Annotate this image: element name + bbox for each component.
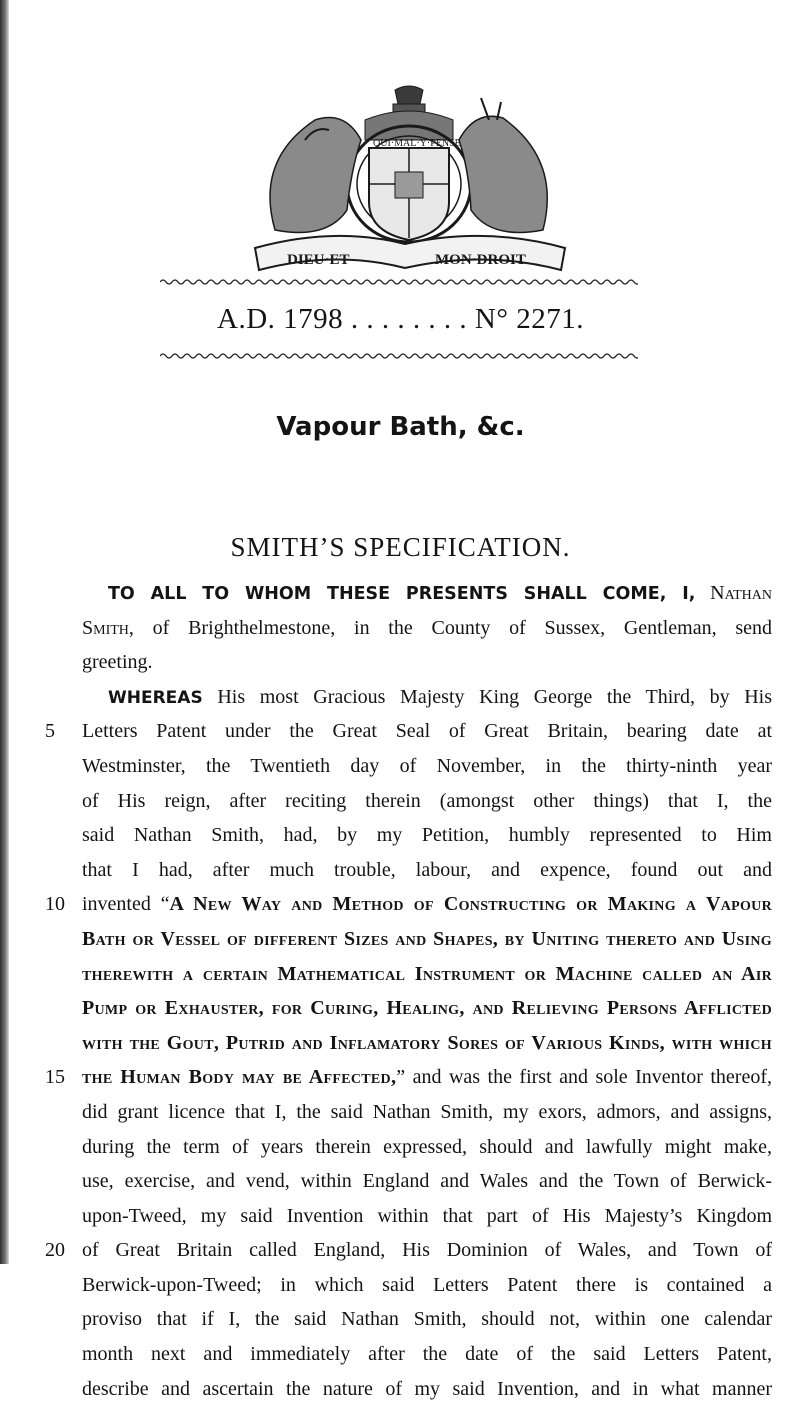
invention-title-small-caps: the Human Body may be Affected, — [82, 1066, 397, 1089]
line-number: 15 — [45, 1066, 65, 1089]
text-line: said Nathan Smith, had, by my Petition, humbly represented to Him — [82, 824, 772, 847]
text-line — [45, 887, 772, 922]
name-small-caps: Nathan — [710, 582, 773, 604]
text-line — [82, 611, 772, 646]
garter-motto: QUI·MAL·Y·PENSE — [373, 138, 461, 149]
text-line: that I had, after much trouble, labour, and expence, found out and — [82, 858, 772, 881]
ornamental-rule-bottom — [160, 351, 638, 361]
text-line — [45, 1233, 772, 1268]
specification-title: SMITH’S SPECIFICATION. — [230, 532, 571, 562]
subject-title: Vapour Bath, &c. — [276, 412, 525, 442]
text-segment: ” and was the first and sole Inventor thereof, — [396, 1066, 772, 1089]
name-small-caps: Smith, — [82, 616, 134, 639]
patent-header — [0, 299, 801, 339]
text-line: Westminster, the Twentieth day of November, in the thirty-ninth year — [82, 754, 772, 777]
text-line: upon-Tweed, my said Invention within that part of His Majesty’s Kingdom — [82, 1204, 772, 1227]
text-line: greeting. — [82, 651, 153, 674]
text-line: therewith a certain Mathematical Instrument or Machine called an Air — [82, 962, 772, 985]
text-segment: Letters Patent under the Great Seal of Great Britain, bearing date at — [82, 720, 772, 743]
text-line — [45, 714, 772, 749]
line-number: 10 — [45, 893, 65, 916]
text-segment: His most Gracious Majesty King George the Third, by His — [217, 685, 772, 708]
invention-title-small-caps: A New Way and Method of Constructing or Making a Vapour — [169, 893, 772, 916]
line-number: 5 — [45, 720, 55, 743]
text-segment: of Great Britain called England, His Dominion of Wales, and Town of — [82, 1239, 772, 1262]
specification-body — [45, 576, 773, 1406]
text-segment: of Brighthelmestone, in the County of Sussex, Gentleman, send — [152, 616, 773, 639]
royal-coat-of-arms — [245, 80, 573, 276]
text-line: Bath or Vessel of different Sizes and Shapes, by Uniting thereto and Using — [82, 927, 772, 950]
text-line: describe and ascertain the nature of my said Invention, and in what manner — [82, 1377, 772, 1400]
text-line — [82, 680, 772, 715]
motto-left: DIEU·ET — [287, 252, 350, 268]
binding-edge — [0, 0, 9, 1264]
text-line: did grant licence that I, the said Nathan Smith, my exors, admors, and assigns, — [82, 1100, 772, 1123]
opening-caps: TO ALL TO WHOM THESE PRESENTS SHALL COME, I, — [108, 584, 696, 604]
text-line — [45, 1060, 772, 1095]
patent-year: A.D. 1798 — [217, 303, 344, 335]
text-line: proviso that if I, the said Nathan Smith, should not, within one calendar — [82, 1308, 772, 1331]
patent-number: N° 2271. — [474, 303, 584, 335]
line-number: 20 — [45, 1239, 65, 1262]
text-line — [82, 576, 772, 611]
text-line: Berwick-upon-Tweed; in which said Letters Patent there is contained a — [82, 1273, 772, 1296]
text-line: Pump or Exhauster, for Curing, Healing, and Relieving Persons Afflicted — [82, 997, 772, 1020]
text-segment: invented “ — [82, 893, 170, 916]
text-line: of His reign, after reciting therein (amongst other things) that I, the — [82, 789, 772, 812]
text-line: with the Gout, Putrid and Inflamatory Sores of Various Kinds, with which — [82, 1031, 772, 1054]
whereas-caps: WHEREAS — [108, 687, 203, 708]
motto-right: MON·DROIT — [435, 252, 526, 268]
ornamental-rule-top — [160, 277, 638, 287]
text-line: use, exercise, and vend, within England and Wales and the Town of Berwick- — [82, 1170, 772, 1193]
leader-dots: . . . . . . . . — [350, 303, 468, 335]
text-line: during the term of years therein expressed, should and lawfully might make, — [82, 1135, 772, 1158]
text-line: month next and immediately after the date of the said Letters Patent, — [82, 1343, 772, 1366]
